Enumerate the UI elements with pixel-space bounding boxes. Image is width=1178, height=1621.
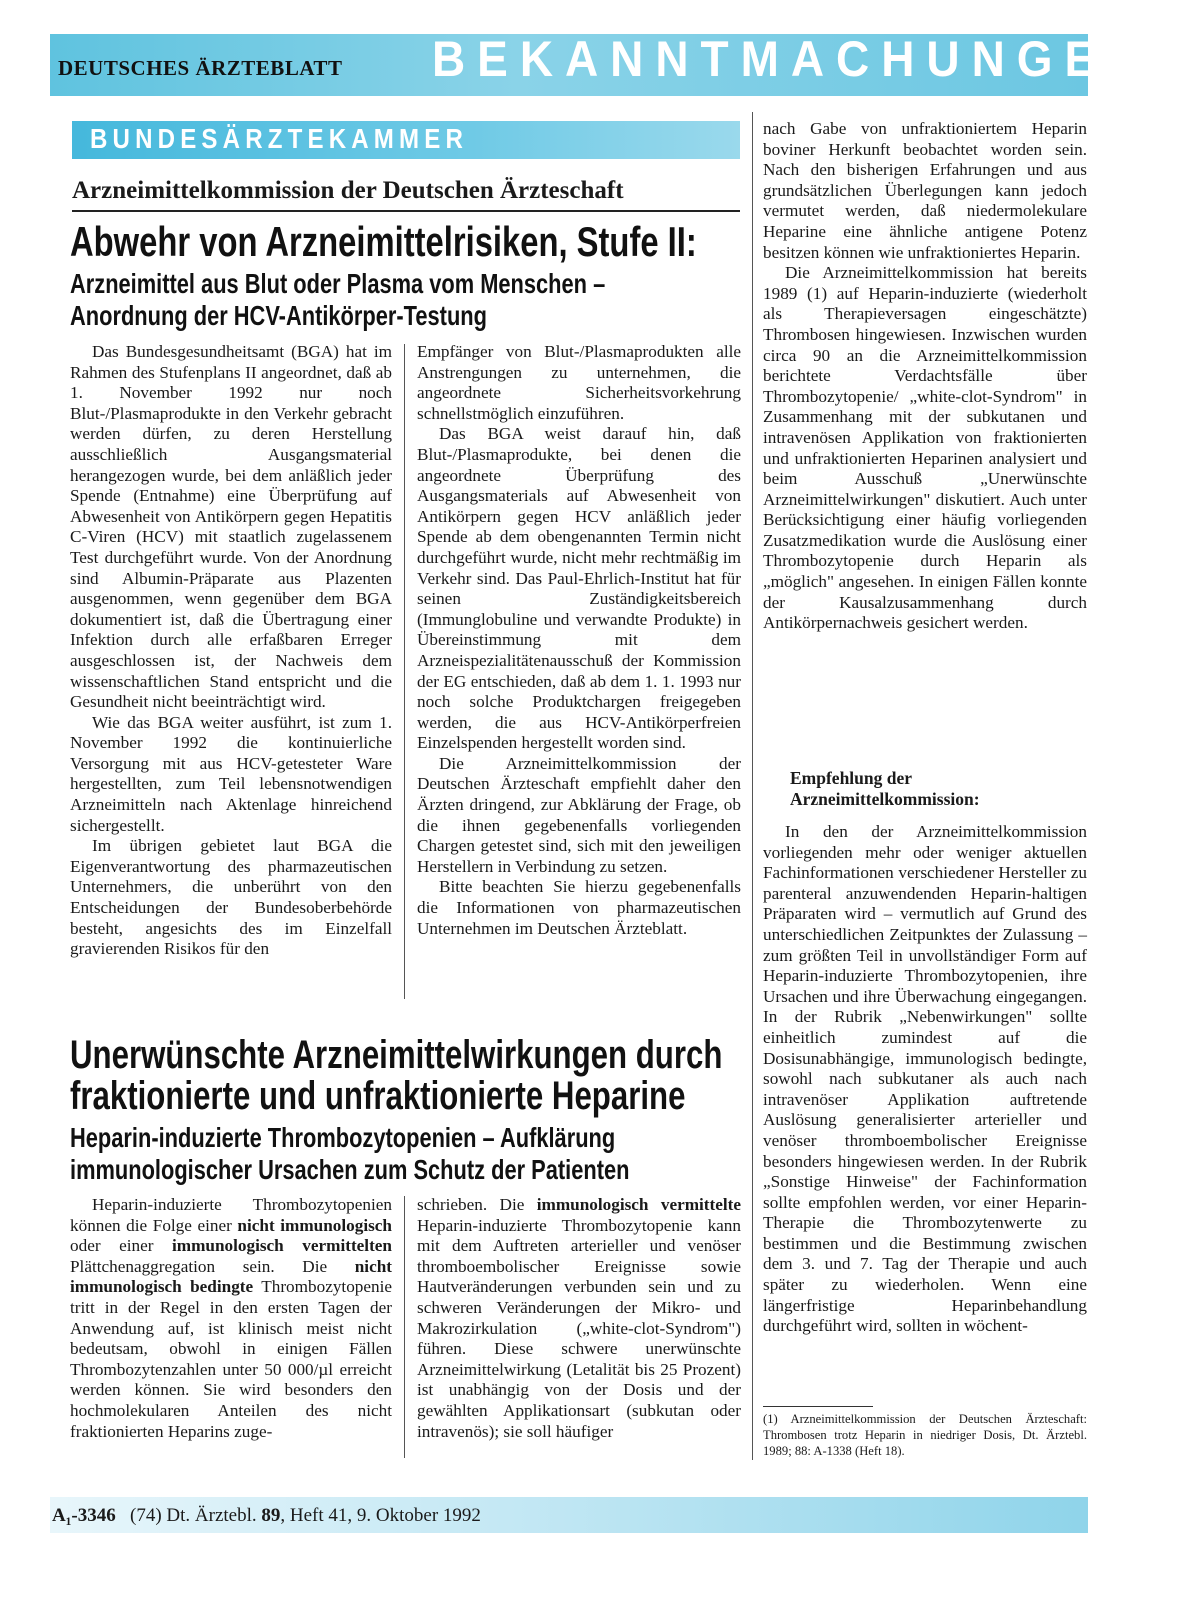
- page-footer: [52, 1505, 481, 1527]
- section-title: BEKANNTMACHUNGEN: [432, 31, 1153, 87]
- article1-paragraph: Bitte beachten Sie hierzu gegebenenfalls die Informationen von pharmazeutischen Unternehmen im Deutschen Ärzteblatt.: [417, 877, 741, 938]
- article1-paragraph: Die Arzneimittelkommission der Deutschen Ärzteschaft empfiehlt daher den Ärzten dringend, zur Abklärung der Frage, ob die ihnen gegebenenfalls vorliegenden Chargen getestet sind, sich mit den jeweiligen Herstellern in Verbindung zu setzen.: [417, 753, 741, 876]
- emphasis: immunologisch vermittelten: [172, 1236, 392, 1256]
- article1-subtitle-line1: Arzneimittel aus Blut oder Plasma vom Menschen –: [70, 268, 606, 299]
- recommendation-text: [763, 822, 1087, 1337]
- page-number: (74): [130, 1505, 162, 1526]
- emphasis: nicht immunologisch bedingte: [70, 1256, 392, 1297]
- article1-paragraph: Das Bundesgesundheitsamt (BGA) hat im Rahmen des Stufenplans II angeordnet, daß ab 1. November 1992 nur noch Blut-/Plasmaprodukte in den Verkehr gebracht werden dürfen, zu deren Herstellung ausschließlich Ausgangsmaterial herangezogen wurde, bei dem anläßlich jeder Spende (Entnahme) eine Überprüfung auf Abwesenheit von Antikörpern gegen Hepatitis C-Viren (HCV) mit staatlich zugelassenem Test durchgeführt wurde. Von der Anordnung sind Albumin-Präparate aus Plazenten ausgenommen, wenn gegenüber dem BGA dokumentiert ist, daß die Übertragung einer Infektion durch alle erfaßbaren Erreger ausgeschlossen ist, der Nachweis dem wissenschaftlichen Stand entspricht und die Gesundheit nicht beeinträchtigt wird.: [70, 342, 392, 712]
- article2-subtitle-line1: Heparin-induzierte Thrombozytopenien – Aufklärung: [70, 1122, 616, 1153]
- article1-paragraph: Wie das BGA weiter ausführt, ist zum 1. November 1992 die kontinuierliche Versorgung mit aus HCV-getesteter Ware hergestellten, zum Teil lebensnotwendigen Arzneimitteln nach Aktenlage hinreichend sichergestellt.: [70, 712, 392, 835]
- footnote: (1) Arzneimittelkommission der Deutschen Ärzteschaft: Thrombosen trotz Heparin in niedriger Dosis, Dt. Ärztebl. 1989; 88: A-1338 (Heft 18).: [763, 1412, 1087, 1458]
- column-divider: [404, 344, 405, 999]
- article2-paragraph: Die Arzneimittelkommission hat bereits 1989 (1) auf Heparin-induzierte (wiederholt als Therapieversagen eingeschätzte) Thrombosen hingewiesen. Inzwischen wurden circa 90 an die Arzneimittelkommission berichtete Verdachtsfälle über Thrombozytopenie/ „white-clot-Syndrom" in Zusammenhang mit der subkutanen und intravenösen Applikation von fraktionierten und unfraktionierten Heparinen analysiert und beim Ausschuß „Unerwünschte Arzneimittelwirkungen" diskutiert. Auch unter Berücksichtigung einer häufig vorliegenden Zusatzmedikation wurde die Auslösung einer Thrombozytopenie durch Heparin als „möglich" angesehen. In einigen Fällen konnte der Kausalzusammenhang durch Antikörpernachweis gesichert werden.: [763, 263, 1087, 633]
- emphasis: immunologisch vermittelte: [536, 1195, 741, 1214]
- article2-column3: [763, 119, 1087, 634]
- kommission-rule: [72, 210, 740, 212]
- emphasis: nicht immunologisch: [237, 1215, 392, 1235]
- journal-abbrev: Dt. Ärztebl.: [166, 1505, 257, 1526]
- page-code: A₁-3346: [52, 1505, 116, 1526]
- article2-title-line2: fraktionierte und unfraktionierte Heparine: [70, 1074, 686, 1118]
- org-label: BUNDESÄRZTEKAMMER: [90, 123, 469, 154]
- journal-name: DEUTSCHES ÄRZTEBLATT: [58, 56, 343, 80]
- column-divider: [404, 1196, 405, 1458]
- column-divider: [752, 112, 753, 1460]
- recommendation-heading: Empfehlung der Arzneimittelkommission:: [790, 768, 980, 809]
- article2-paragraph: Heparin-induzierte Thrombozytopenien können die Folge einer nicht immunologisch oder einer immunologisch vermittelten Plättchenaggregation sein. Die nicht immunologisch bedingte Thrombozytopenie tritt in der Regel in den ersten Tagen der Anwendung auf, ist klinisch meist nicht bedeutsam, obwohl in einigen Fällen Thrombozytenzahlen unter 50 000/µl erreicht werden können. Sie wird besonders den hochmolekularen Anteilen des nicht fraktionierten Heparins zuge-: [70, 1195, 393, 1441]
- article1-paragraph: Empfänger von Blut-/Plasmaprodukten alle Anstrengungen zu unternehmen, die angeordnete Sicherheitsvorkehrung schnellstmöglich einzuführen.: [417, 342, 741, 423]
- article2-subtitle-line2: immunologischer Ursachen zum Schutz der Patienten: [70, 1154, 630, 1185]
- article2-paragraph: schrieben. Die immunologisch vermittelte Heparin-induzierte Thrombozytopenie kann mit dem Auftreten arterieller und venöser thromboembolischer Ereignisse sowie Hautveränderungen verbunden sein und zu schweren Veränderungen der Mikro- und Makrozirkulation („white-clot-Syndrom") führen. Diese schwere unerwünschte Arzneimittelwirkung (Letalität bis 25 Prozent) ist unabhängig von der Dosis und der gewählten Applikationsart (subkutan oder intravenös); sie soll häufiger: [417, 1195, 741, 1441]
- article1-subtitle-line2: Anordnung der HCV-Antikörper-Testung: [70, 300, 487, 331]
- article2-paragraph: In den der Arzneimittelkommission vorliegenden mehr oder weniger aktuellen Fachinformationen verschiedener Hersteller zu parenteral anzuwendenden Heparin-haltigen Präparaten wird – vermutlich auf Grund des unterschiedlichen Zeitpunktes der Zulassung – zum größten Teil in unvollständiger Form auf Heparin-induzierte Thrombozytopenien, ihre Ursachen und ihre Überwachung eingegangen. In der Rubrik „Nebenwirkungen" sollte einheitlich zumindest auf die Dosisunabhängige, immunologisch bedingte, sowohl nach subkutaner als auch nach intravenöser Applikation auftretende Auslösung generalisierter arterieller und venöser thromboembolischer Ereignisse besonders hingewiesen werden. In der Rubrik „Sonstige Hinweise" der Fachinformation sollte empfohlen werden, vor einer Heparin-Therapie die Thrombozytenwerte zu bestimmen und die Bestimmung zwischen dem 3. und 7. Tag der Therapie und auch später zu wiederholen. Wenn eine längerfristige Heparinbehandlung durchgeführt wird, sollten in wöchent-: [763, 822, 1087, 1336]
- footnote-rule: [763, 1406, 873, 1407]
- kommission-title: Arzneimittelkommission der Deutschen Ärzteschaft: [72, 177, 624, 204]
- article2-column2: [417, 1195, 741, 1442]
- article2-paragraph: nach Gabe von unfraktioniertem Heparin boviner Herkunft beobachtet worden sein. Nach den bisherigen Erfahrungen und aus grundsätzlichen Überlegungen kann jedoch vermutet werden, daß niedermolekulare Heparine eine ähnliche antigene Potenz besitzen können wie unfraktioniertes Heparin.: [763, 119, 1087, 262]
- article1-paragraph: Im übrigen gebietet laut BGA die Eigenverantwortung des pharmazeutischen Unternehmers, die unberührt von den Entscheidungen der Bundesoberbehörde besteht, angesichts des im Einzelfall gravierenden Risikos für den: [70, 836, 392, 959]
- volume: 89: [261, 1505, 281, 1526]
- article1-title: Abwehr von Arzneimittelrisiken, Stufe II:: [70, 218, 697, 265]
- article2-column1: [70, 1195, 392, 1442]
- article1-column2: [417, 342, 741, 939]
- article1-column1: [70, 342, 392, 960]
- article1-paragraph: Das BGA weist darauf hin, daß Blut-/Plasmaprodukte, bei denen die angeordnete Überprüfung des Ausgangsmaterials auf Abwesenheit von Antikörpern gegen HCV anläßlich jeder Spende ab dem obengenannten Termin nicht durchgeführt wurde, nicht mehr rechtmäßig im Verkehr sind. Das Paul-Ehrlich-Institut hat für seinen Zuständigkeitsbereich (Immunglobuline und verwandte Produkte) in Übereinstimmung mit dem Arzneispezialitätenausschuß der Kommission der EG entschieden, daß ab dem 1. 1. 1993 nur noch solche Produktchargen freigegeben werden, die aus HCV-Antikörperfreien Einzelspenden hergestellt worden sind.: [417, 424, 741, 753]
- article2-title-line1: Unerwünschte Arzneimittelwirkungen durch: [70, 1033, 723, 1077]
- issue-date: , Heft 41, 9. Oktober 1992: [280, 1505, 481, 1526]
